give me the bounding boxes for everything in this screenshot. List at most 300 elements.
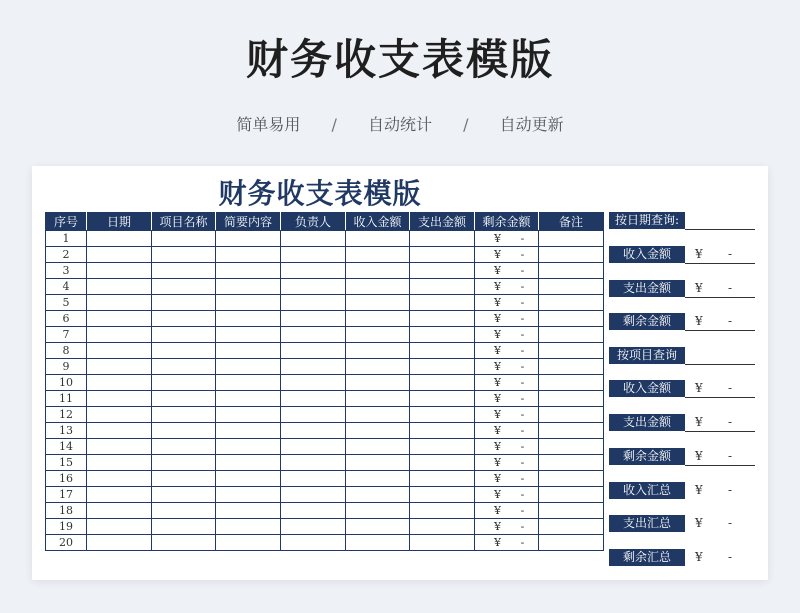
table-cell[interactable] <box>87 279 152 295</box>
field-label: 剩余金额 <box>609 313 685 330</box>
value-underline <box>685 330 755 331</box>
empty-value-dash: - <box>520 504 525 517</box>
table-cell[interactable] <box>281 311 346 327</box>
table-cell[interactable] <box>281 487 346 503</box>
table-cell[interactable] <box>216 503 281 519</box>
field-label: 剩余金额 <box>609 448 685 465</box>
cell-no[interactable]: 13 <box>46 423 87 439</box>
table-cell[interactable] <box>281 263 346 279</box>
query-input[interactable] <box>685 229 755 230</box>
table-cell[interactable] <box>87 231 152 247</box>
cell-balance[interactable] <box>475 231 539 247</box>
table-cell[interactable] <box>346 359 410 375</box>
table-cell[interactable] <box>87 295 152 311</box>
table-cell[interactable] <box>281 535 346 551</box>
summary-field <box>609 448 755 466</box>
table-cell[interactable] <box>152 487 216 503</box>
cell-balance[interactable] <box>475 343 539 359</box>
table-cell[interactable] <box>281 503 346 519</box>
ledger-table <box>45 212 604 551</box>
cell-balance[interactable] <box>475 327 539 343</box>
table-cell[interactable] <box>539 423 604 439</box>
table-cell[interactable] <box>152 503 216 519</box>
yen-symbol: ¥ <box>494 536 501 549</box>
table-cell[interactable] <box>346 535 410 551</box>
table-cell[interactable] <box>410 519 475 535</box>
yen-symbol: ¥ <box>494 296 501 309</box>
table-cell[interactable] <box>539 519 604 535</box>
empty-value-dash: - <box>520 280 525 293</box>
summary-field <box>609 549 755 567</box>
col-header-project[interactable]: 项目名称 <box>152 213 216 231</box>
cell-no[interactable]: 4 <box>46 279 87 295</box>
empty-value-dash: - <box>728 247 733 261</box>
yen-symbol: ¥ <box>494 344 501 357</box>
table-cell[interactable] <box>281 391 346 407</box>
table-cell[interactable] <box>152 423 216 439</box>
table-cell[interactable] <box>410 247 475 263</box>
empty-value-dash: - <box>728 314 733 328</box>
col-header-income[interactable]: 收入金额 <box>346 213 410 231</box>
table-cell[interactable] <box>346 391 410 407</box>
table-cell[interactable] <box>539 439 604 455</box>
field-label: 按项目查询 <box>609 347 685 364</box>
cell-no[interactable]: 2 <box>46 247 87 263</box>
yen-symbol: ¥ <box>494 360 501 373</box>
summary-field <box>609 482 755 500</box>
tag-auto-stats: 自动统计 <box>367 115 432 134</box>
table-cell[interactable] <box>346 407 410 423</box>
table-cell[interactable] <box>216 263 281 279</box>
empty-value-dash: - <box>520 376 525 389</box>
tag-auto-update: 自动更新 <box>499 115 564 134</box>
table-cell[interactable] <box>539 391 604 407</box>
table-cell[interactable] <box>216 391 281 407</box>
table-cell[interactable] <box>87 519 152 535</box>
yen-symbol: ¥ <box>494 472 501 485</box>
yen-symbol: ¥ <box>695 483 703 497</box>
table-cell[interactable] <box>216 471 281 487</box>
cell-no[interactable]: 10 <box>46 375 87 391</box>
table-row <box>46 487 604 503</box>
table-row <box>46 407 604 423</box>
cell-no[interactable]: 3 <box>46 263 87 279</box>
table-row <box>46 375 604 391</box>
table-cell[interactable] <box>539 375 604 391</box>
yen-symbol: ¥ <box>695 381 703 395</box>
yen-symbol: ¥ <box>494 408 501 421</box>
table-cell[interactable] <box>539 247 604 263</box>
cell-balance[interactable] <box>475 375 539 391</box>
summary-field <box>609 313 755 331</box>
table-cell[interactable] <box>410 535 475 551</box>
tagline <box>0 110 800 140</box>
table-row <box>46 439 604 455</box>
cell-no[interactable]: 14 <box>46 439 87 455</box>
table-cell[interactable] <box>346 503 410 519</box>
table-cell[interactable] <box>281 471 346 487</box>
table-cell[interactable] <box>410 455 475 471</box>
table-cell[interactable] <box>346 279 410 295</box>
table-cell[interactable] <box>281 407 346 423</box>
cell-no[interactable]: 11 <box>46 391 87 407</box>
empty-value-dash: - <box>520 360 525 373</box>
table-cell[interactable] <box>152 519 216 535</box>
table-row <box>46 279 604 295</box>
tag-separator: / <box>463 115 469 134</box>
table-cell[interactable] <box>410 263 475 279</box>
col-header-owner[interactable]: 负责人 <box>281 213 346 231</box>
table-cell[interactable] <box>281 359 346 375</box>
table-cell[interactable] <box>152 455 216 471</box>
table-cell[interactable] <box>216 407 281 423</box>
col-header-date[interactable]: 日期 <box>87 213 152 231</box>
yen-symbol: ¥ <box>494 264 501 277</box>
table-row <box>46 327 604 343</box>
cell-balance[interactable] <box>475 487 539 503</box>
table-cell[interactable] <box>410 343 475 359</box>
cell-balance[interactable] <box>475 263 539 279</box>
cell-no[interactable]: 12 <box>46 407 87 423</box>
table-cell[interactable] <box>87 311 152 327</box>
table-cell[interactable] <box>87 327 152 343</box>
cell-no[interactable]: 17 <box>46 487 87 503</box>
cell-balance[interactable] <box>475 535 539 551</box>
value-underline <box>685 465 755 466</box>
table-cell[interactable] <box>152 247 216 263</box>
table-cell[interactable] <box>539 343 604 359</box>
cell-balance[interactable] <box>475 295 539 311</box>
table-cell[interactable] <box>152 343 216 359</box>
table-cell[interactable] <box>216 455 281 471</box>
field-label: 收入汇总 <box>609 482 685 499</box>
table-cell[interactable] <box>410 231 475 247</box>
table-cell[interactable] <box>346 423 410 439</box>
table-cell[interactable] <box>539 279 604 295</box>
empty-value-dash: - <box>520 520 525 533</box>
summary-field <box>609 280 755 298</box>
yen-symbol: ¥ <box>494 392 501 405</box>
table-cell[interactable] <box>346 247 410 263</box>
table-cell[interactable] <box>410 407 475 423</box>
empty-value-dash: - <box>520 248 525 261</box>
table-cell[interactable] <box>281 439 346 455</box>
table-cell[interactable] <box>346 471 410 487</box>
query-input[interactable] <box>685 364 755 365</box>
table-cell[interactable] <box>87 439 152 455</box>
table-cell[interactable] <box>281 247 346 263</box>
empty-value-dash: - <box>520 232 525 245</box>
table-cell[interactable] <box>346 519 410 535</box>
table-cell[interactable] <box>87 503 152 519</box>
table-cell[interactable] <box>87 375 152 391</box>
page-title: 财务收支表模版 <box>245 35 554 84</box>
yen-symbol: ¥ <box>695 247 703 261</box>
table-cell[interactable] <box>281 375 346 391</box>
table-cell[interactable] <box>539 407 604 423</box>
table-row <box>46 423 604 439</box>
empty-value-dash: - <box>520 488 525 501</box>
yen-symbol: ¥ <box>695 550 703 564</box>
table-cell[interactable] <box>410 487 475 503</box>
table-row <box>46 343 604 359</box>
table-cell[interactable] <box>216 535 281 551</box>
table-row <box>46 471 604 487</box>
empty-value-dash: - <box>728 550 733 564</box>
empty-value-dash: - <box>728 281 733 295</box>
table-cell[interactable] <box>539 503 604 519</box>
table-cell[interactable] <box>152 231 216 247</box>
table-cell[interactable] <box>216 359 281 375</box>
yen-symbol: ¥ <box>494 328 501 341</box>
empty-value-dash: - <box>728 415 733 429</box>
table-cell[interactable] <box>216 423 281 439</box>
summary-field <box>609 246 755 264</box>
table-cell[interactable] <box>152 439 216 455</box>
cell-no[interactable]: 6 <box>46 311 87 327</box>
empty-value-dash: - <box>728 381 733 395</box>
table-cell[interactable] <box>216 327 281 343</box>
table-cell[interactable] <box>216 295 281 311</box>
table-cell[interactable] <box>216 375 281 391</box>
table-cell[interactable] <box>410 423 475 439</box>
table-cell[interactable] <box>539 359 604 375</box>
table-cell[interactable] <box>410 359 475 375</box>
cell-balance[interactable] <box>475 279 539 295</box>
col-header-remark[interactable]: 备注 <box>539 213 604 231</box>
empty-value-dash: - <box>520 392 525 405</box>
cell-balance[interactable] <box>475 439 539 455</box>
table-cell[interactable] <box>87 487 152 503</box>
table-cell[interactable] <box>539 295 604 311</box>
table-cell[interactable] <box>216 247 281 263</box>
field-label: 收入金额 <box>609 246 685 263</box>
sheet-title: 财务收支表模版 <box>218 177 422 210</box>
yen-symbol: ¥ <box>494 504 501 517</box>
table-cell[interactable] <box>346 487 410 503</box>
col-header-balance[interactable]: 剩余金额 <box>475 213 539 231</box>
table-cell[interactable] <box>216 231 281 247</box>
table-cell[interactable] <box>346 295 410 311</box>
yen-symbol: ¥ <box>494 312 501 325</box>
cell-no[interactable]: 16 <box>46 471 87 487</box>
table-cell[interactable] <box>281 279 346 295</box>
table-cell[interactable] <box>87 455 152 471</box>
table-cell[interactable] <box>410 311 475 327</box>
cell-balance[interactable] <box>475 519 539 535</box>
empty-value-dash: - <box>520 296 525 309</box>
table-cell[interactable] <box>539 487 604 503</box>
cell-balance[interactable] <box>475 407 539 423</box>
table-cell[interactable] <box>539 535 604 551</box>
empty-value-dash: - <box>520 424 525 437</box>
yen-symbol: ¥ <box>695 281 703 295</box>
cell-balance[interactable] <box>475 247 539 263</box>
cell-no[interactable]: 20 <box>46 535 87 551</box>
table-cell[interactable] <box>152 535 216 551</box>
table-row <box>46 359 604 375</box>
cell-balance[interactable] <box>475 391 539 407</box>
field-label: 收入金额 <box>609 380 685 397</box>
table-cell[interactable] <box>152 391 216 407</box>
table-cell[interactable] <box>152 295 216 311</box>
table-cell[interactable] <box>346 455 410 471</box>
table-cell[interactable] <box>216 439 281 455</box>
yen-symbol: ¥ <box>695 449 703 463</box>
cell-balance[interactable] <box>475 311 539 327</box>
table-cell[interactable] <box>410 503 475 519</box>
table-cell[interactable] <box>152 471 216 487</box>
table-row <box>46 231 604 247</box>
yen-symbol: ¥ <box>695 314 703 328</box>
field-label: 支出金额 <box>609 414 685 431</box>
table-cell[interactable] <box>281 455 346 471</box>
yen-symbol: ¥ <box>494 280 501 293</box>
yen-symbol: ¥ <box>494 440 501 453</box>
yen-symbol: ¥ <box>695 516 703 530</box>
tag-easy: 简单易用 <box>236 115 301 134</box>
cell-no[interactable]: 19 <box>46 519 87 535</box>
empty-value-dash: - <box>728 483 733 497</box>
table-cell[interactable] <box>152 263 216 279</box>
table-cell[interactable] <box>152 279 216 295</box>
table-cell[interactable] <box>152 359 216 375</box>
table-cell[interactable] <box>281 231 346 247</box>
yen-symbol: ¥ <box>494 376 501 389</box>
col-header-expense[interactable]: 支出金额 <box>410 213 475 231</box>
field-label: 按日期查询: <box>609 212 685 229</box>
table-cell[interactable] <box>410 295 475 311</box>
table-cell[interactable] <box>87 247 152 263</box>
table-cell[interactable] <box>410 391 475 407</box>
table-row <box>46 519 604 535</box>
spreadsheet-preview <box>32 166 768 580</box>
empty-value-dash: - <box>520 264 525 277</box>
yen-symbol: ¥ <box>494 424 501 437</box>
table-cell[interactable] <box>410 471 475 487</box>
cell-balance[interactable] <box>475 423 539 439</box>
table-cell[interactable] <box>410 439 475 455</box>
table-cell[interactable] <box>281 423 346 439</box>
table-cell[interactable] <box>216 343 281 359</box>
table-cell[interactable] <box>87 343 152 359</box>
yen-symbol: ¥ <box>695 415 703 429</box>
table-cell[interactable] <box>87 407 152 423</box>
table-cell[interactable] <box>281 519 346 535</box>
table-cell[interactable] <box>87 263 152 279</box>
yen-symbol: ¥ <box>494 248 501 261</box>
table-cell[interactable] <box>87 359 152 375</box>
table-cell[interactable] <box>87 391 152 407</box>
cell-balance[interactable] <box>475 359 539 375</box>
cell-no[interactable]: 7 <box>46 327 87 343</box>
table-cell[interactable] <box>216 519 281 535</box>
empty-value-dash: - <box>728 516 733 530</box>
table-cell[interactable] <box>281 295 346 311</box>
cell-no[interactable]: 1 <box>46 231 87 247</box>
table-header-row <box>46 213 604 231</box>
table-cell[interactable] <box>152 327 216 343</box>
table-cell[interactable] <box>539 263 604 279</box>
table-row <box>46 247 604 263</box>
query-field <box>609 212 755 230</box>
value-underline <box>685 263 755 264</box>
field-label: 支出金额 <box>609 280 685 297</box>
table-cell[interactable] <box>87 535 152 551</box>
table-cell[interactable] <box>152 407 216 423</box>
cell-no[interactable]: 8 <box>46 343 87 359</box>
field-label: 支出汇总 <box>609 515 685 532</box>
value-underline <box>685 397 755 398</box>
ledger-body <box>46 231 604 551</box>
table-row <box>46 503 604 519</box>
cell-balance[interactable] <box>475 471 539 487</box>
table-cell[interactable] <box>410 375 475 391</box>
cell-no[interactable]: 5 <box>46 295 87 311</box>
empty-value-dash: - <box>520 408 525 421</box>
summary-field <box>609 515 755 533</box>
query-panel <box>609 212 755 564</box>
table-cell[interactable] <box>216 487 281 503</box>
col-header-summary[interactable]: 简要内容 <box>216 213 281 231</box>
yen-symbol: ¥ <box>494 520 501 533</box>
empty-value-dash: - <box>520 472 525 485</box>
table-cell[interactable] <box>346 343 410 359</box>
table-cell[interactable] <box>539 455 604 471</box>
empty-value-dash: - <box>520 312 525 325</box>
empty-value-dash: - <box>520 344 525 357</box>
query-field <box>609 347 755 365</box>
table-row <box>46 295 604 311</box>
yen-symbol: ¥ <box>494 456 501 469</box>
table-cell[interactable] <box>152 375 216 391</box>
table-cell[interactable] <box>281 327 346 343</box>
col-header-no[interactable]: 序号 <box>46 213 87 231</box>
tag-separator: / <box>331 115 337 134</box>
table-row <box>46 455 604 471</box>
table-cell[interactable] <box>346 439 410 455</box>
value-underline <box>685 431 755 432</box>
cell-no[interactable]: 18 <box>46 503 87 519</box>
table-cell[interactable] <box>539 231 604 247</box>
table-cell[interactable] <box>346 231 410 247</box>
table-cell[interactable] <box>87 423 152 439</box>
summary-field <box>609 414 755 432</box>
empty-value-dash: - <box>520 536 525 549</box>
cell-no[interactable]: 9 <box>46 359 87 375</box>
cell-no[interactable]: 15 <box>46 455 87 471</box>
empty-value-dash: - <box>520 456 525 469</box>
empty-value-dash: - <box>520 440 525 453</box>
table-cell[interactable] <box>346 327 410 343</box>
table-cell[interactable] <box>216 311 281 327</box>
table-cell[interactable] <box>152 311 216 327</box>
table-cell[interactable] <box>346 375 410 391</box>
cell-balance[interactable] <box>475 503 539 519</box>
table-row <box>46 311 604 327</box>
table-cell[interactable] <box>410 327 475 343</box>
table-cell[interactable] <box>410 279 475 295</box>
table-cell[interactable] <box>346 263 410 279</box>
table-cell[interactable] <box>216 279 281 295</box>
table-cell[interactable] <box>281 343 346 359</box>
table-cell[interactable] <box>539 311 604 327</box>
table-cell[interactable] <box>539 471 604 487</box>
table-cell[interactable] <box>539 327 604 343</box>
cell-balance[interactable] <box>475 455 539 471</box>
table-cell[interactable] <box>87 471 152 487</box>
table-cell[interactable] <box>346 311 410 327</box>
